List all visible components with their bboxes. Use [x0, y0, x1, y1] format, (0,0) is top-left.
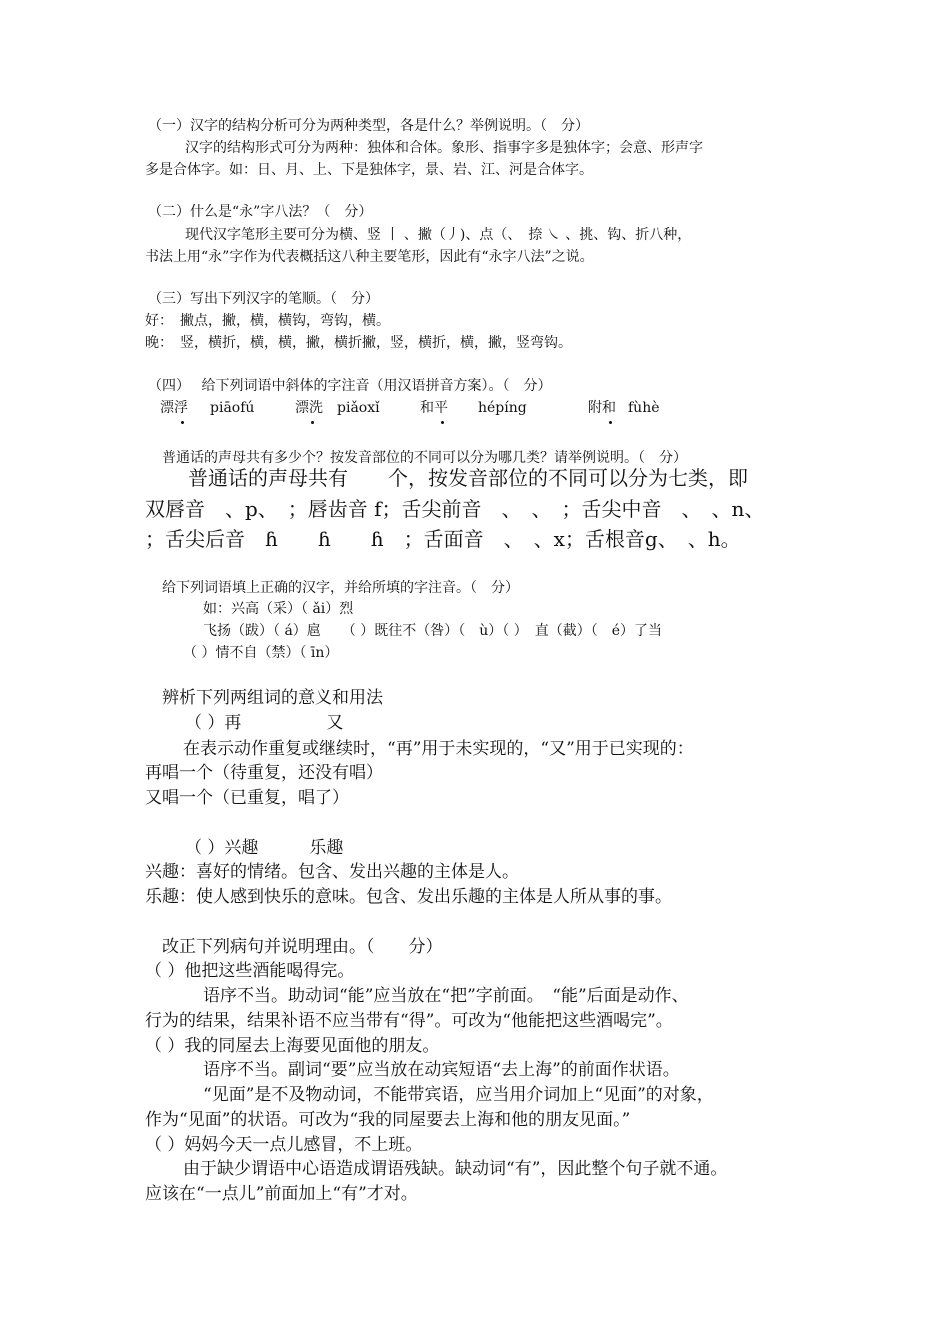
emphasis-dot [181, 421, 184, 424]
q3-question: （三）写出下列汉字的笔顺。（ 分） [148, 291, 379, 307]
emphasis-dot [609, 421, 612, 424]
q1-answer-line: 多是合体字。如：日、月、上、下是独体字，景、岩、江、河是合体字。 [145, 162, 593, 178]
q7-answer-line: 兴趣：喜好的情绪。包含、发出兴趣的主体是人。 [145, 862, 519, 882]
q7-group-heading: （ ）再 又 [185, 713, 344, 733]
emphasis-dot [441, 421, 444, 424]
q8-question: 改正下列病句并说明理由。（ 分） [162, 937, 443, 957]
q8-item: （ ）他把这些酒能喝得完。 [145, 961, 355, 981]
q7-answer-line: 又唱一个（已重复，唱了） [145, 788, 349, 808]
q5-question: 普通话的声母共有多少个？按发音部位的不同可以分为哪几类？请举例说明。（ 分） [162, 450, 687, 466]
q1-answer-line: 汉字的结构形式可分为两种：独体和合体。象形、指事字多是独体字；会意、形声字 [185, 140, 703, 156]
q3-stroke-order-wan: 晚： 竖，横折，横，横，撇，横折撇，竖，横折，横，撇，竖弯钩。 [145, 335, 572, 351]
q4-question: （四） 给下列词语中斜体的字注音（用汉语拼音方案）。（ 分） [148, 378, 552, 394]
q4-pinyin: hépíng [478, 400, 527, 416]
q4-pinyin: piǎoxǐ [337, 400, 380, 416]
q4-word: 附和 [588, 400, 616, 416]
emphasis-dot [311, 421, 314, 424]
q8-answer-line: 语序不当。副词“要”应当放在动宾短语“去上海”的前面作状语。 [203, 1060, 680, 1080]
q8-answer-line: 应该在“一点儿”前面加上“有”才对。 [145, 1184, 418, 1204]
q4-word: 漂浮 [160, 400, 188, 416]
q3-stroke-order-hao: 好： 撇点，撇，横，横钩，弯钩，横。 [145, 313, 390, 329]
q8-answer-line: 由于缺少谓语中心语造成谓语残缺。缺动词“有”，因此整个句子就不通。 [183, 1159, 728, 1179]
q2-question: （二）什么是“永”字八法？（ 分） [148, 204, 373, 220]
q8-item: （ ）妈妈今天一点儿感冒，不上班。 [145, 1135, 423, 1155]
q5-answer-line: 普通话的声母共有 个，按发音部位的不同可以分为七类，即 [188, 466, 748, 490]
q8-answer-line: “见面”是不及物动词，不能带宾语，应当用介词加上“见面”的对象， [203, 1085, 714, 1105]
q7-group-heading: （ ）兴趣 乐趣 [185, 838, 344, 858]
q2-answer-line: 现代汉字笔形主要可分为横、竖 丨 、撇（丿)、点（、 捺 ㇏ 、挑、钩、折八种， [185, 227, 692, 243]
q2-answer-line: 书法上用“永”字作为代表概括这八种主要笔形，因此有“永字八法”之说。 [145, 249, 594, 265]
q8-answer-line: 作为“见面”的状语。可改为“我的同屋要去上海和他的朋友见面。” [145, 1110, 631, 1130]
q5-answer-line: 双唇音 、p、 ；唇齿音 f；舌尖前音 、 、 ；舌尖中音 、 、n、 [145, 497, 765, 521]
q4-pinyin: piāofú [210, 400, 255, 416]
q7-question: 辨析下列两组词的意义和用法 [162, 688, 383, 708]
q6-example: 如：兴高（采）（ ǎi）烈 [203, 601, 354, 617]
q4-pinyin: fùhè [628, 400, 660, 416]
q4-word: 和平 [420, 400, 448, 416]
q6-question: 给下列词语填上正确的汉字，并给所填的字注音。（ 分） [162, 580, 519, 596]
q8-answer-line: 行为的结果，结果补语不应当带有“得”。可改为“他能把这些酒喝完”。 [145, 1011, 673, 1031]
q7-answer-line: 在表示动作重复或继续时，“再”用于未实现的，“又”用于已实现的： [183, 739, 694, 759]
q8-item: （ ）我的同屋去上海要见面他的朋友。 [145, 1036, 440, 1056]
q8-answer-line: 语序不当。助动词“能”应当放在“把”字前面。 “能”后面是动作、 [203, 986, 689, 1006]
q6-row: （ ）情不自（禁）（ īn） [183, 645, 339, 661]
q7-answer-line: 乐趣：使人感到快乐的意味。包含、发出乐趣的主体是人所从事的事。 [145, 887, 672, 907]
q5-answer-line: ；舌尖后音 ɦ ɦ ɦ ；舌面音 、 、x；舌根音g、 、h。 [145, 527, 741, 551]
q7-answer-line: 再唱一个（待重复，还没有唱） [145, 763, 383, 783]
q4-word: 漂洗 [295, 400, 323, 416]
q6-row: 飞扬（跋）（ á）扈 （ ）既往不（咎）（ ù）（ ） 直（截）（ é）了当 [203, 623, 662, 639]
q1-question: （一）汉字的结构分析可分为两种类型，各是什么？举例说明。（ 分） [148, 118, 589, 134]
